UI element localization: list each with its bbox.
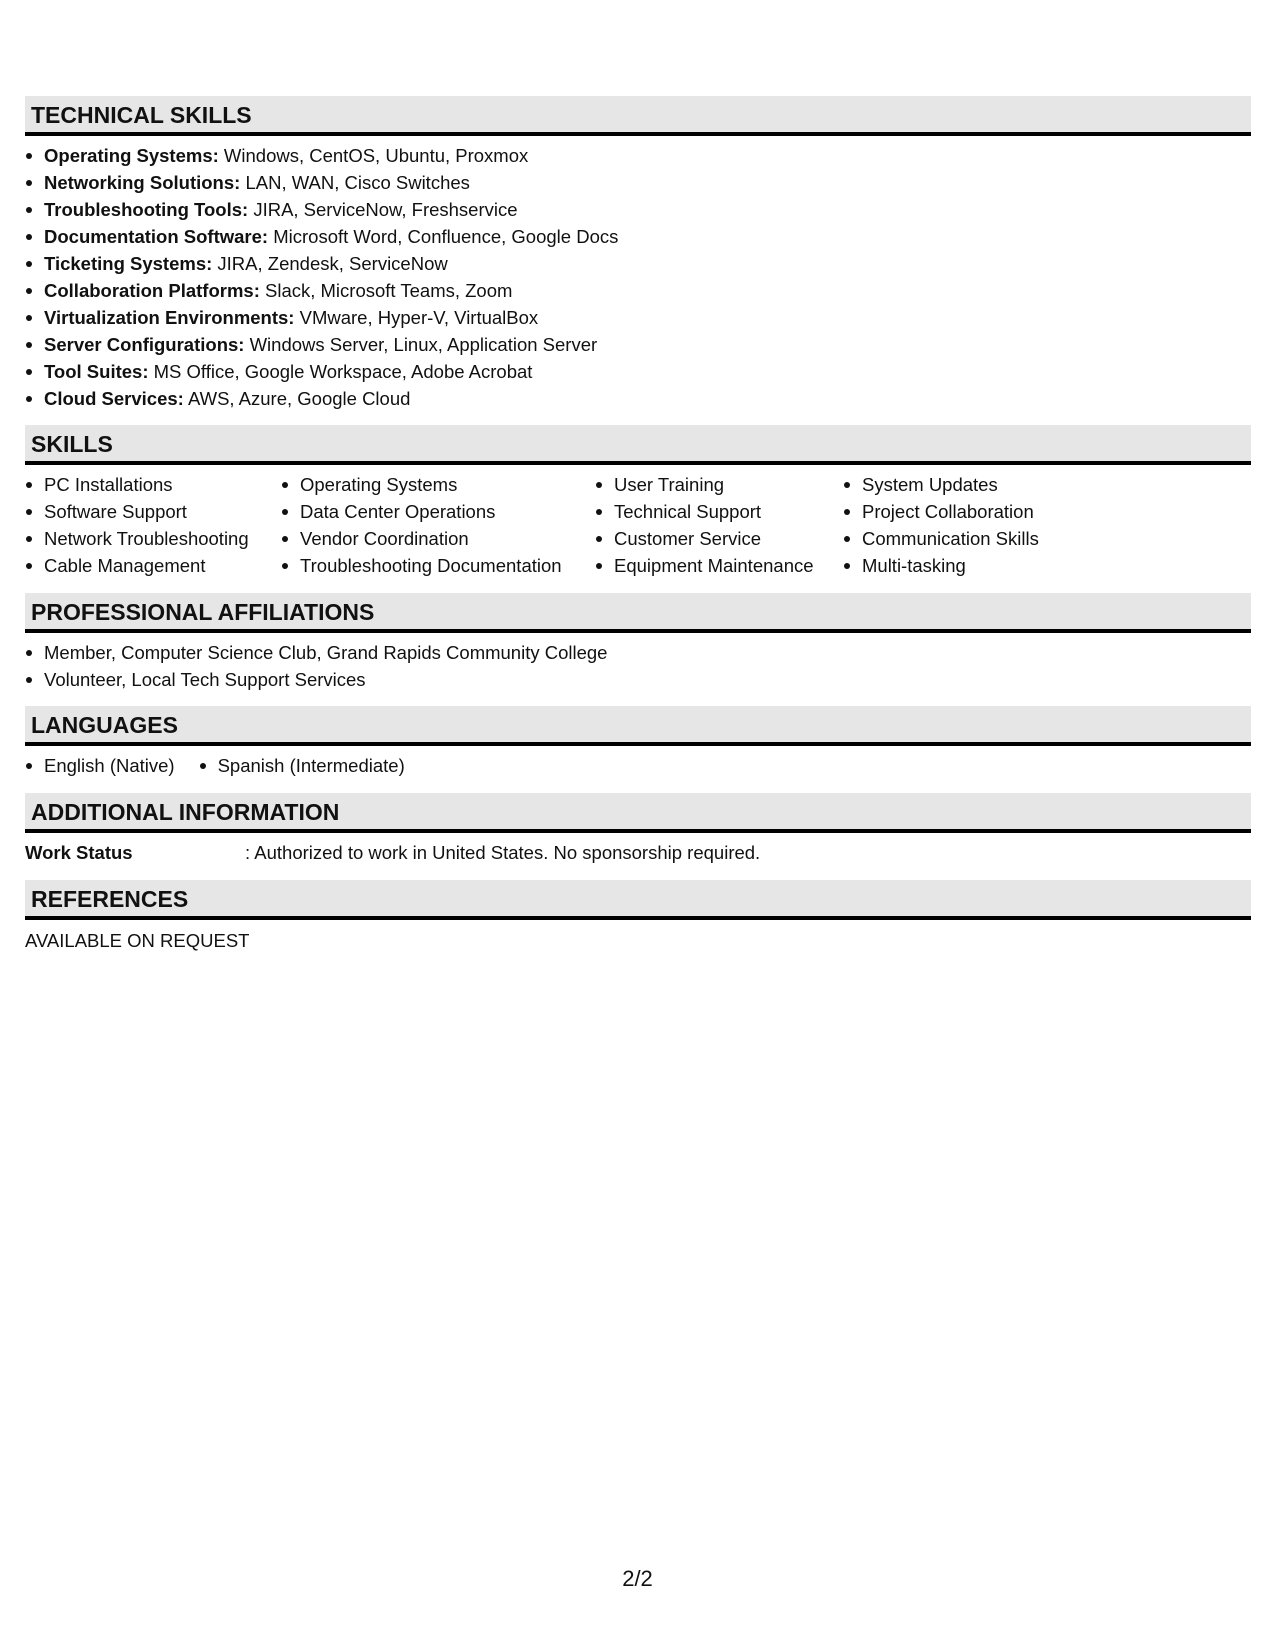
skill-item: Software Support [25, 498, 281, 525]
language-item: Spanish (Intermediate) [199, 752, 405, 779]
work-status-value: : Authorized to work in United States. No sponsorship required. [245, 842, 761, 863]
page-number: 2/2 [622, 1566, 653, 1591]
skills-heading: SKILLS [25, 425, 1251, 465]
technical-skill-item [25, 385, 1251, 412]
skills-section [25, 425, 1251, 593]
work-status-row [25, 833, 1251, 880]
technical-skill-label: Documentation Software: [44, 226, 269, 247]
work-status-label: Work Status [25, 842, 133, 863]
technical-skill-item [25, 304, 1251, 331]
technical-skill-label: Tool Suites: [44, 361, 149, 382]
languages-list [25, 746, 1251, 793]
skills-column [281, 471, 595, 579]
skill-item: Technical Support [595, 498, 843, 525]
technical-skill-value: JIRA, ServiceNow, Freshservice [253, 199, 518, 220]
references-heading: REFERENCES [25, 880, 1251, 920]
technical-skills-section [25, 96, 1251, 425]
technical-skill-value: Slack, Microsoft Teams, Zoom [265, 280, 513, 301]
affiliations-section [25, 593, 1251, 706]
skills-columns [25, 465, 1251, 593]
technical-skill-label: Networking Solutions: [44, 172, 241, 193]
technical-skill-value: AWS, Azure, Google Cloud [187, 388, 411, 409]
affiliation-item: Member, Computer Science Club, Grand Rapids Community College [25, 639, 1251, 666]
skill-item: Equipment Maintenance [595, 552, 843, 579]
technical-skill-item [25, 169, 1251, 196]
languages-section [25, 706, 1251, 793]
technical-skill-value: LAN, WAN, Cisco Switches [245, 172, 470, 193]
skill-item: PC Installations [25, 471, 281, 498]
skill-item: Vendor Coordination [281, 525, 595, 552]
skill-item: User Training [595, 471, 843, 498]
technical-skill-item [25, 223, 1251, 250]
skills-column [843, 471, 1103, 579]
technical-skill-label: Troubleshooting Tools: [44, 199, 249, 220]
affiliations-heading: PROFESSIONAL AFFILIATIONS [25, 593, 1251, 633]
language-item: English (Native) [25, 752, 175, 779]
technical-skill-value: Windows Server, Linux, Application Server [249, 334, 598, 355]
skill-item: Customer Service [595, 525, 843, 552]
technical-skill-label: Virtualization Environments: [44, 307, 295, 328]
skill-item: Multi-tasking [843, 552, 1103, 579]
additional-info-heading: ADDITIONAL INFORMATION [25, 793, 1251, 833]
technical-skill-label: Operating Systems: [44, 145, 219, 166]
technical-skill-label: Collaboration Platforms: [44, 280, 260, 301]
skill-item: Project Collaboration [843, 498, 1103, 525]
skill-item: Network Troubleshooting [25, 525, 281, 552]
affiliation-item: Volunteer, Local Tech Support Services [25, 666, 1251, 693]
affiliations-list [25, 633, 1251, 706]
technical-skills-heading: TECHNICAL SKILLS [25, 96, 1251, 136]
technical-skill-item [25, 358, 1251, 385]
technical-skill-value: Windows, CentOS, Ubuntu, Proxmox [223, 145, 529, 166]
technical-skill-item [25, 277, 1251, 304]
resume-content [25, 96, 1251, 954]
technical-skill-value: VMware, Hyper-V, VirtualBox [299, 307, 539, 328]
technical-skill-item [25, 196, 1251, 223]
skill-item: Troubleshooting Documentation [281, 552, 595, 579]
references-text: AVAILABLE ON REQUEST [25, 930, 250, 951]
additional-info-section [25, 793, 1251, 880]
technical-skill-item [25, 331, 1251, 358]
skills-column [595, 471, 843, 579]
skill-item: Data Center Operations [281, 498, 595, 525]
skill-item: Cable Management [25, 552, 281, 579]
technical-skill-label: Server Configurations: [44, 334, 245, 355]
references-section [25, 880, 1251, 954]
skill-item: System Updates [843, 471, 1103, 498]
technical-skill-value: Microsoft Word, Confluence, Google Docs [273, 226, 619, 247]
skill-item: Communication Skills [843, 525, 1103, 552]
languages-heading: LANGUAGES [25, 706, 1251, 746]
technical-skill-value: JIRA, Zendesk, ServiceNow [217, 253, 448, 274]
technical-skill-item [25, 142, 1251, 169]
technical-skills-list [25, 136, 1251, 425]
technical-skill-label: Cloud Services: [44, 388, 184, 409]
technical-skill-item [25, 250, 1251, 277]
skill-item: Operating Systems [281, 471, 595, 498]
technical-skill-value: MS Office, Google Workspace, Adobe Acrobat [153, 361, 533, 382]
skills-column [25, 471, 281, 579]
technical-skill-label: Ticketing Systems: [44, 253, 213, 274]
